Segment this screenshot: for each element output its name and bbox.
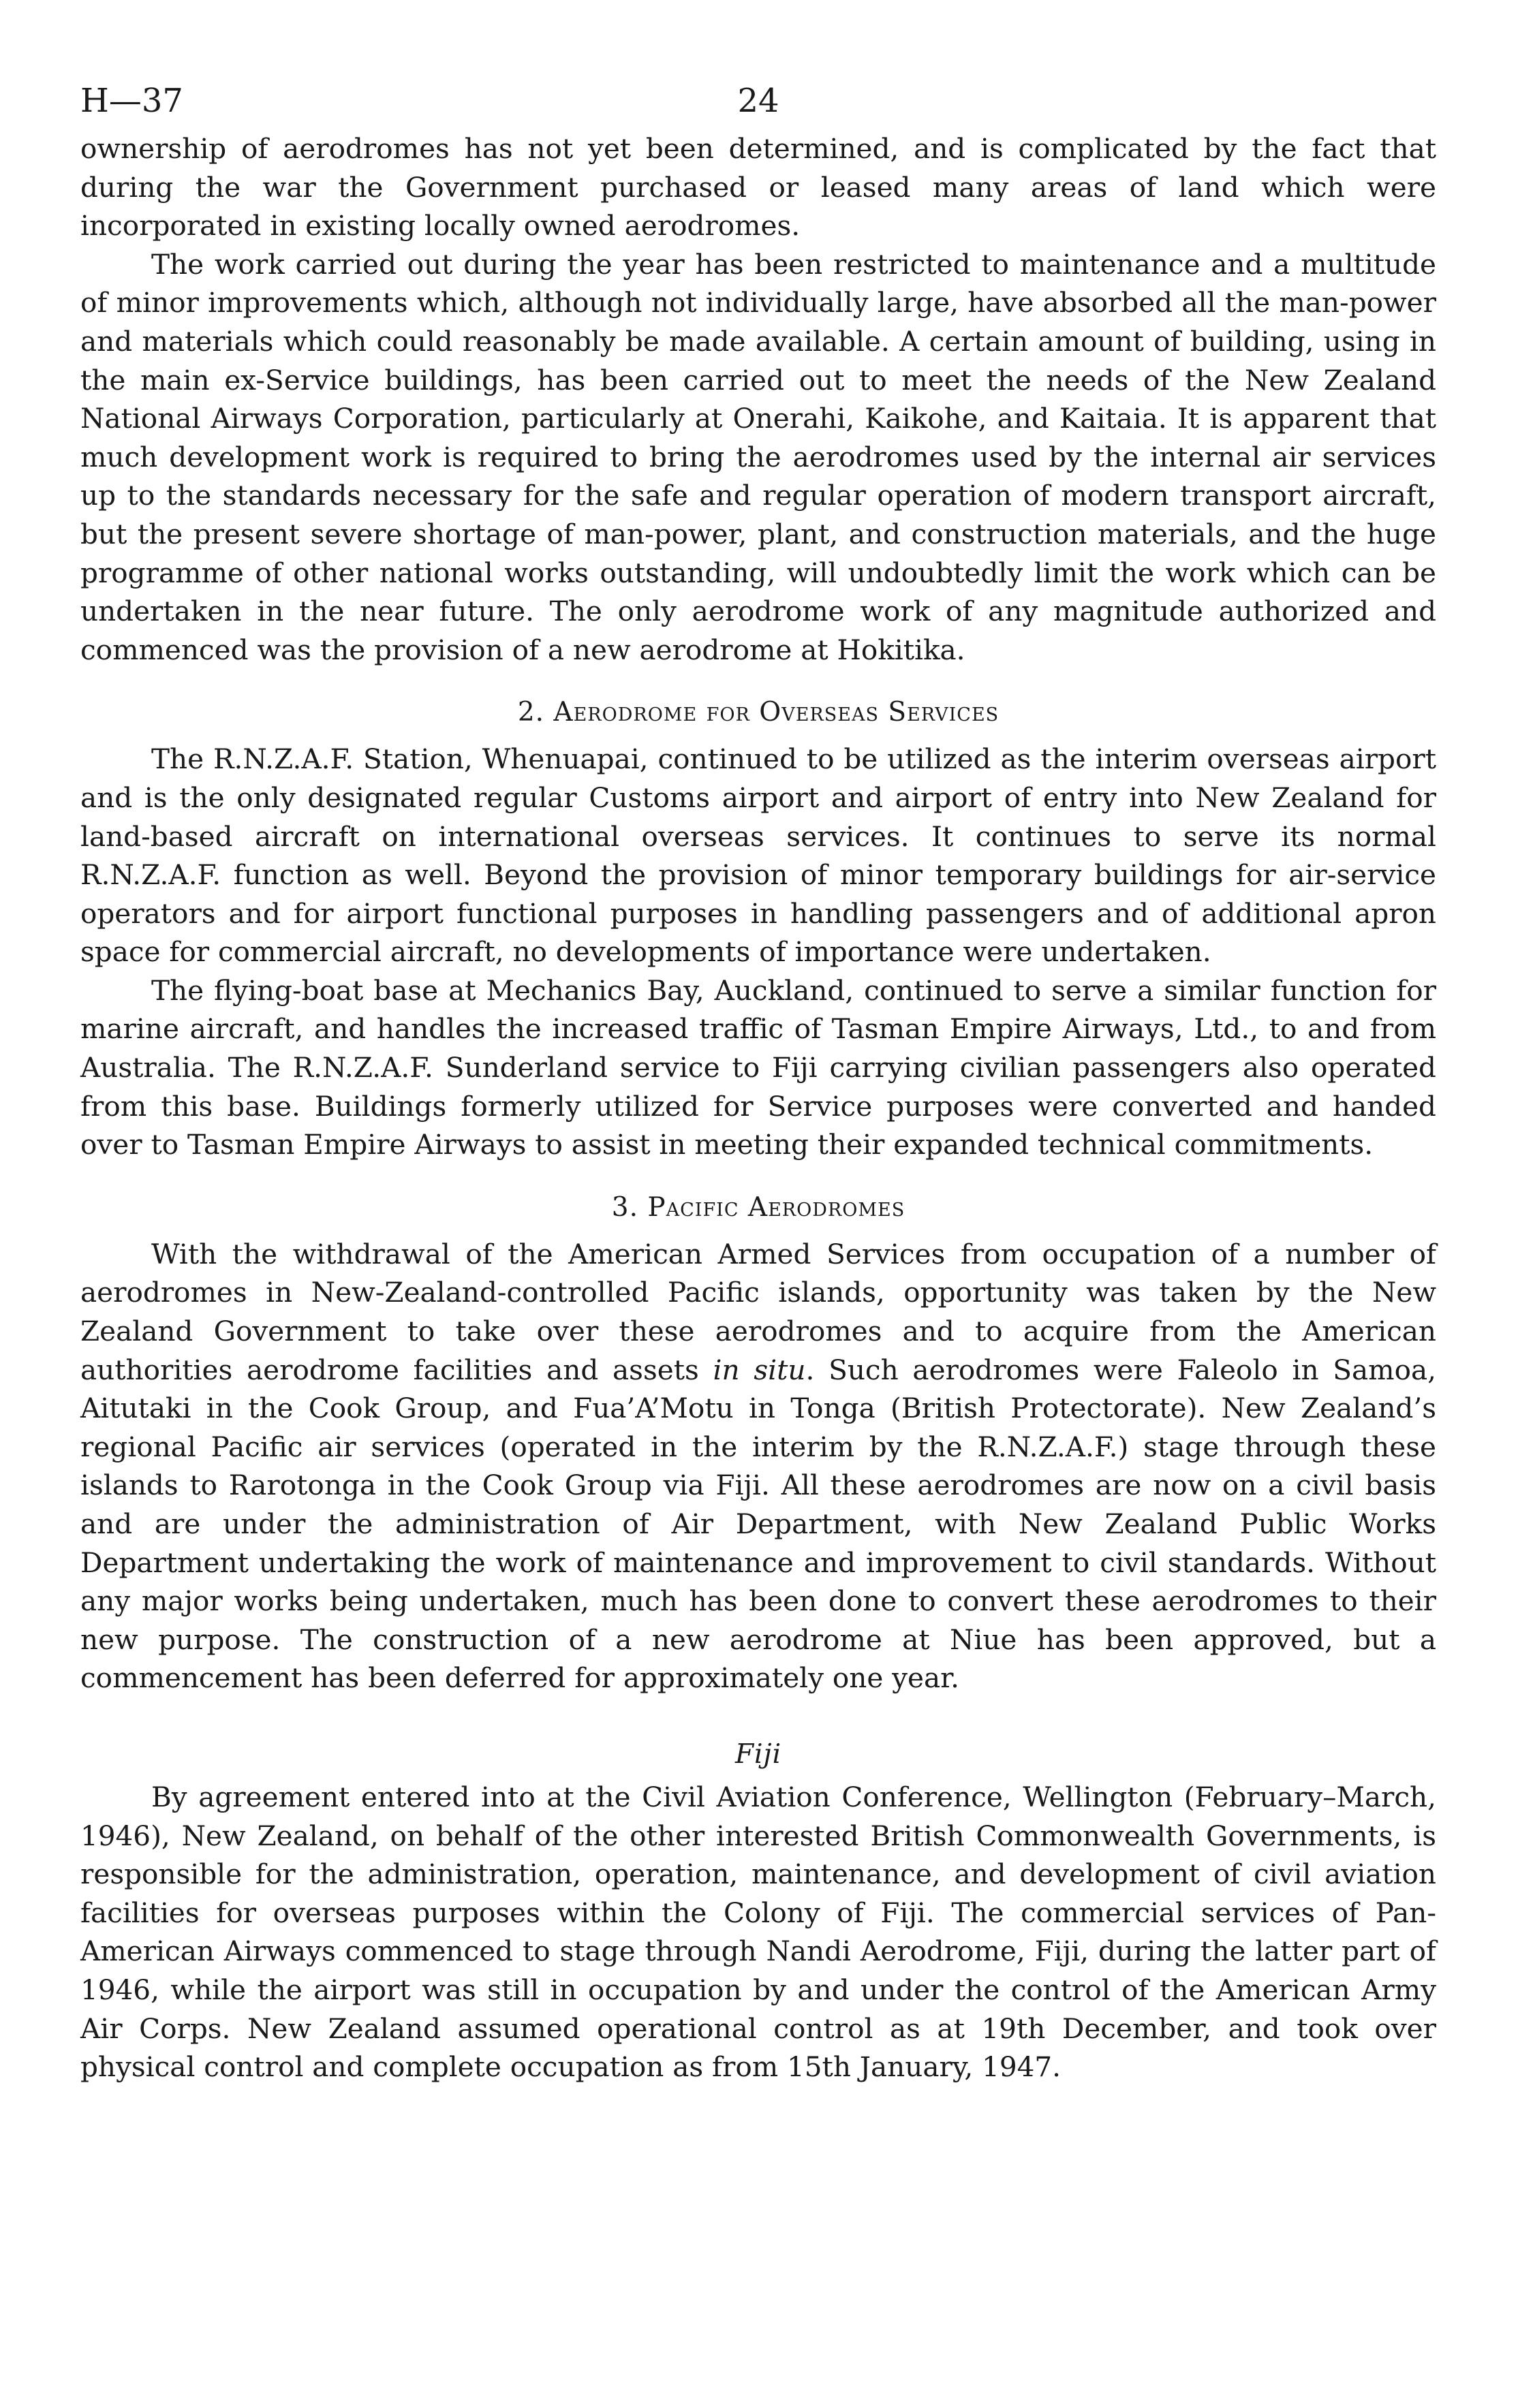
document-reference: H—37 (80, 82, 183, 120)
paragraph (80, 1235, 1436, 1698)
section-heading: 3. Pacific Aerodromes (611, 1191, 905, 1223)
document-body (80, 129, 1436, 2086)
section-heading: 2. Aerodrome for Overseas Services (517, 697, 1000, 728)
paragraph-text: . Such aerodromes were Faleolo in Samoa, Aitutaki in the Cook Group, and Fua’A’Motu in Tonga (British Protectorate). New Zealand’s regional Pacific air services (operated in the interim by the R.N.Z.A.F.) stage through these islands to Rarotonga in the Cook Group via Fiji. All these aerodromes are now on a civil basis and are under the administration of Air Department, with New Zealand Public Works Department undertaking the work of maintenance and improvement to civil standards. Without any major works being undertaken, much has been done to convert these aerodromes to their new purpose. The construction of a new aerodrome at Niue has been approved, but a commencement has been deferred for approximately one year. (80, 1353, 1436, 1695)
paragraph: By agreement entered into at the Civil Aviation Conference, Wellington (February–March, 1946), New Zealand, on behalf of the other interested British Commonwealth Governments, is responsible for the administration, operation, maintenance, and development of civil aviation facilities for overseas purposes within the Colony of Fiji. The commercial services of Pan-American Airways commenced to stage through Nandi Aerodrome, Fiji, during the latter part of 1946, while the airport was still in occupation by and under the control of the American Army Air Corps. New Zealand assumed operational control as at 19th December, and took over physical control and complete occupation as from 15th January, 1947. (80, 1780, 1436, 2084)
paragraph-text: With the withdrawal of the American Armed Services from occupation of a number of aerodromes in New-Zealand-controlled Pacific islands, opportunity was taken by the New Zealand Government to take over these aerodromes and to acquire from the American authorities aerodrome facilities and assets (80, 1237, 1436, 1386)
subsection-heading: Fiji (734, 1738, 782, 1770)
page-number: 24 (737, 82, 779, 120)
paragraph: The work carried out during the year has been restricted to maintenance and a multitude of minor improvements which, although not individually large, have absorbed all the man-power and materials which could reasonably be made available. A certain amount of building, using in the main ex-Service buildings, has been carried out to meet the needs of the New Zealand National Airways Corporation, particularly at Onerahi, Kaikohe, and Kaitaia. It is apparent that much development work is required to bring the aerodromes used by the internal air services up to the standards necessary for the safe and regular operation of modern transport aircraft, but the present severe shortage of man-power, plant, and construction materials, and the huge programme of other national works outstanding, will undoubtedly limit the work which can be undertaken in the near future. The only aerodrome work of any magnitude authorized and commenced was the provision of a new aerodrome at Hokitika. (80, 247, 1436, 666)
paragraph: The R.N.Z.A.F. Station, Whenuapai, continued to be utilized as the interim overseas airport and is the only designated regular Customs airport and airport of entry into New Zealand for land-based aircraft on international overseas services. It continues to serve its normal R.N.Z.A.F. function as well. Beyond the provision of minor temporary buildings for air-service operators and for airport functional purposes in handling passengers and of additional apron space for commercial aircraft, no developments of importance were undertaken. (80, 742, 1436, 969)
italic-term: in situ (713, 1353, 806, 1386)
document-page (80, 82, 1436, 2086)
paragraph: ownership of aerodromes has not yet been determined, and is complicated by the fact that during the war the Government purchased or leased many areas of land which were incorporated in existing locally owned aerodromes. (80, 132, 1436, 243)
paragraph: The flying-boat base at Mechanics Bay, Auckland, continued to serve a similar function for marine aircraft, and handles the increased traffic of Tasman Empire Airways, Ltd., to and from Australia. The R.N.Z.A.F. Sunderland service to Fiji carrying civilian passengers also operated from this base. Buildings formerly utilized for Service purposes were converted and handed over to Tasman Empire Airways to assist in meeting their expanded technical commitments. (80, 973, 1436, 1161)
page-header (80, 82, 1436, 129)
